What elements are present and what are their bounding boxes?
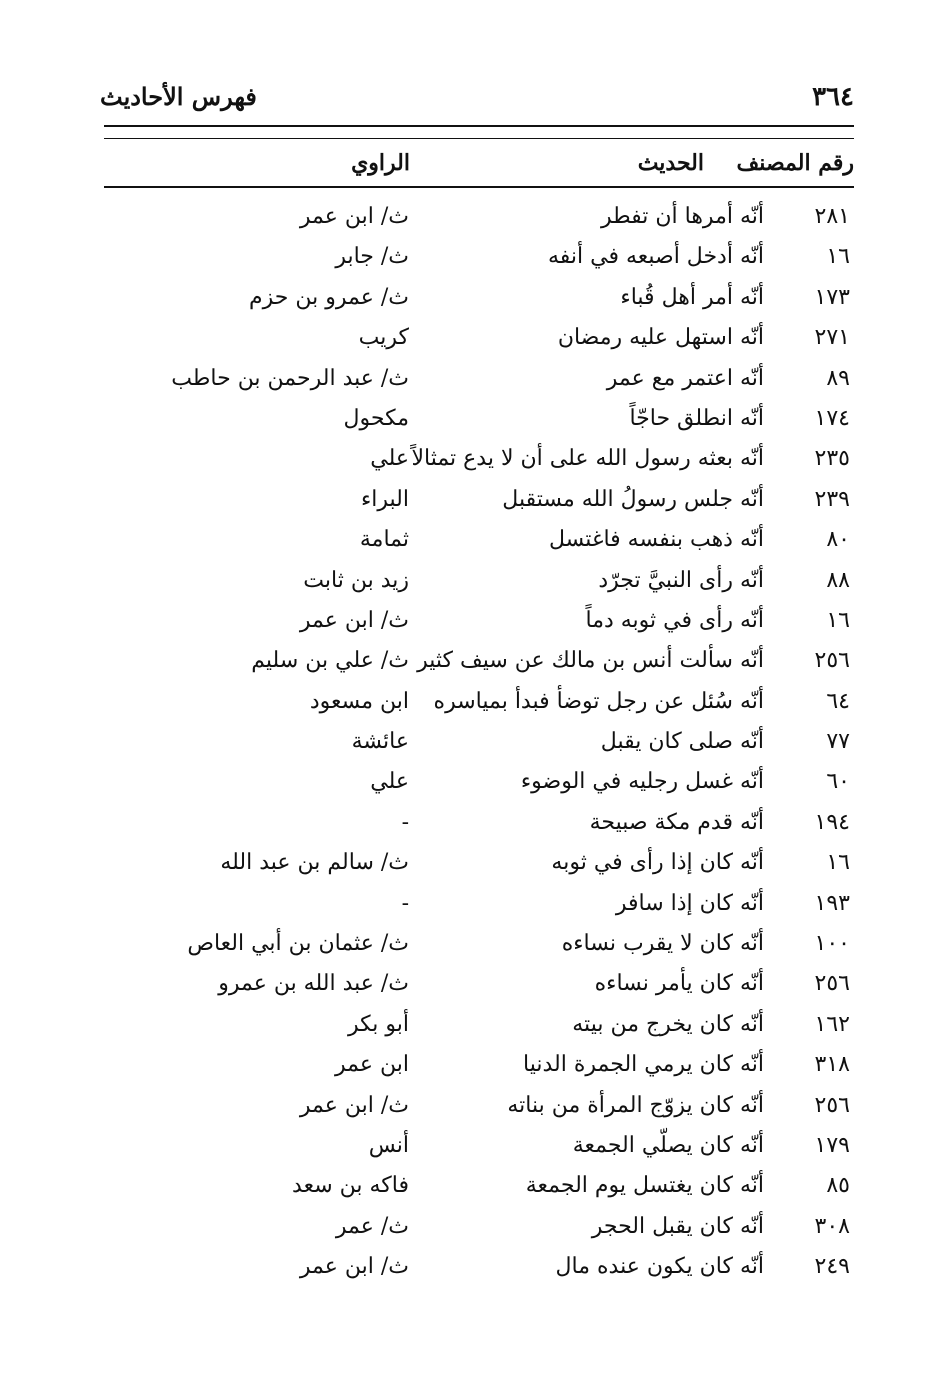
row-hadith-cell: أنّه ذهب بنفسه فاغتسل bbox=[549, 527, 764, 553]
page-number: ٣٦٤ bbox=[812, 82, 854, 112]
table-row bbox=[0, 924, 950, 964]
table-row bbox=[0, 1045, 950, 1085]
table-row bbox=[0, 1086, 950, 1126]
row-narrator-cell: ث/ ابن عمر bbox=[299, 1092, 409, 1118]
row-number-cell: ٧٧ bbox=[826, 729, 850, 755]
table-row bbox=[0, 197, 950, 237]
row-narrator-cell: كريب bbox=[358, 325, 409, 351]
row-number-cell: ٨٥ bbox=[826, 1173, 850, 1199]
table-row bbox=[0, 803, 950, 843]
row-number-cell: ١٧٣ bbox=[814, 284, 850, 310]
row-number-cell: ١٧٩ bbox=[814, 1132, 850, 1158]
table-row bbox=[0, 964, 950, 1004]
row-narrator-cell: ث/ علي بن سليم bbox=[251, 648, 409, 674]
row-narrator-cell: - bbox=[401, 809, 409, 835]
row-hadith-cell: أنّه صلى كان يقبل bbox=[600, 729, 764, 755]
row-hadith-cell: أنّه كان يغتسل يوم الجمعة bbox=[525, 1173, 764, 1199]
row-hadith-cell: أنّه كان يصلّي الجمعة bbox=[572, 1132, 764, 1158]
row-number-cell: ٢٥٦ bbox=[814, 648, 850, 674]
row-narrator-cell: ث/ عمرو بن حزم bbox=[249, 284, 409, 310]
row-narrator-cell: ابن عمر bbox=[335, 1052, 409, 1078]
row-number-cell: ٢٧١ bbox=[814, 325, 850, 351]
row-narrator-cell: ث/ عبد الرحمن بن حاطب bbox=[171, 365, 409, 391]
row-hadith-cell: أنّه بعثه رسول الله على أن لا يدع تمثالاً bbox=[411, 446, 764, 472]
row-narrator-cell: - bbox=[401, 890, 409, 916]
row-narrator-cell: أنس bbox=[368, 1132, 409, 1158]
row-hadith-cell: أنّه أمر أهل قُباء bbox=[620, 284, 764, 310]
row-hadith-cell: أنّه كان يرمي الجمرة الدنيا bbox=[523, 1052, 764, 1078]
row-number-cell: ٢٥٦ bbox=[814, 1092, 850, 1118]
header-rule-thin bbox=[104, 138, 854, 139]
table-row bbox=[0, 561, 950, 601]
row-hadith-cell: أنّه اعتمر مع عمر bbox=[606, 365, 764, 391]
table-row bbox=[0, 318, 950, 358]
column-header-rule bbox=[104, 186, 854, 188]
row-number-cell: ٨٨ bbox=[826, 567, 850, 593]
row-hadith-cell: أنّه استهل عليه رمضان bbox=[557, 325, 764, 351]
row-hadith-cell: أنّه أمرها أن تفطر bbox=[600, 204, 764, 229]
row-number-cell: ٢٣٩ bbox=[814, 486, 850, 512]
row-number-cell: ١٩٣ bbox=[814, 890, 850, 916]
row-number-cell: ٢٨١ bbox=[814, 204, 850, 229]
row-hadith-cell: أنّه كان يقبل الحجر bbox=[591, 1213, 764, 1239]
row-number-cell: ١٠٠ bbox=[814, 931, 850, 957]
table-row bbox=[0, 843, 950, 883]
running-header-title: فهرس الأحاديث bbox=[100, 82, 257, 111]
row-number-cell: ١٦٢ bbox=[814, 1011, 850, 1037]
row-narrator-cell: ابن مسعود bbox=[309, 688, 409, 714]
table-row bbox=[0, 682, 950, 722]
row-hadith-cell: أنّه كان يكون عنده مال bbox=[555, 1254, 764, 1280]
row-hadith-cell: أنّه كان إذا رأى في ثوبه bbox=[551, 850, 764, 876]
row-hadith-cell: أنّه انطلق حاجّاً bbox=[629, 405, 764, 431]
row-narrator-cell: مكحول bbox=[343, 405, 409, 431]
row-narrator-cell: عائشة bbox=[351, 729, 409, 755]
row-hadith-cell: أنّه كان لا يقرب نساءه bbox=[561, 931, 764, 957]
table-row bbox=[0, 641, 950, 681]
row-number-cell: ٢٤٩ bbox=[814, 1254, 850, 1280]
row-number-cell: ١٦ bbox=[826, 607, 850, 633]
table-row bbox=[0, 439, 950, 479]
row-number-cell: ١٦ bbox=[826, 244, 850, 270]
row-hadith-cell: أنّه غسل رجليه في الوضوء bbox=[520, 769, 764, 795]
row-number-cell: ٣٠٨ bbox=[814, 1213, 850, 1239]
table-row bbox=[0, 399, 950, 439]
table-row bbox=[0, 1247, 950, 1287]
row-hadith-cell: أنّه رأى في ثوبه دماً bbox=[585, 607, 764, 633]
table-row bbox=[0, 762, 950, 802]
table-row bbox=[0, 480, 950, 520]
row-number-cell: ١٦ bbox=[826, 850, 850, 876]
row-narrator-cell: ث/ ابن عمر bbox=[299, 204, 409, 229]
row-narrator-cell: ث/ جابر bbox=[335, 244, 409, 270]
table-row bbox=[0, 722, 950, 762]
row-number-cell: ٢٣٥ bbox=[814, 446, 850, 472]
row-hadith-cell: أنّه رأى النبيَّ تجرّد bbox=[598, 567, 764, 593]
table-row bbox=[0, 359, 950, 399]
table-row bbox=[0, 278, 950, 318]
table-row bbox=[0, 1005, 950, 1045]
row-narrator-cell: البراء bbox=[360, 486, 409, 512]
row-hadith-cell: أنّه قدم مكة صبيحة bbox=[589, 809, 764, 835]
row-hadith-cell: أنّه جلس رسولُ الله مستقبل bbox=[502, 486, 764, 512]
row-narrator-cell: زيد بن ثابت bbox=[303, 567, 409, 593]
row-number-cell: ٢٥٦ bbox=[814, 971, 850, 997]
table-row bbox=[0, 237, 950, 277]
row-number-cell: ٨٩ bbox=[826, 365, 850, 391]
table-row bbox=[0, 601, 950, 641]
row-hadith-cell: أنّه كان إذا سافر bbox=[615, 890, 764, 916]
row-hadith-cell: أنّه سُئل عن رجل توضأ فبدأ بمياسره bbox=[433, 688, 764, 714]
row-number-cell: ١٩٤ bbox=[814, 809, 850, 835]
row-narrator-cell: ث/ ابن عمر bbox=[299, 607, 409, 633]
row-number-cell: ١٧٤ bbox=[814, 405, 850, 431]
row-narrator-cell: أبو بكر bbox=[347, 1011, 409, 1037]
row-number-cell: ٦٤ bbox=[826, 688, 850, 714]
row-narrator-cell: علي bbox=[370, 769, 409, 795]
row-hadith-cell: أنّه كان يأمر نساءه bbox=[594, 971, 764, 997]
row-narrator-cell: ث/ عثمان بن أبي العاص bbox=[187, 931, 409, 957]
column-header-number: رقم المصنف bbox=[736, 150, 854, 176]
row-hadith-cell: أنّه كان يزوّج المرأة من بناته bbox=[507, 1092, 764, 1118]
row-hadith-cell: أنّه أدخل أصبعه في أنفه bbox=[547, 244, 764, 270]
table-row bbox=[0, 1166, 950, 1206]
row-number-cell: ٣١٨ bbox=[814, 1052, 850, 1078]
row-narrator-cell: ث/ سالم بن عبد الله bbox=[220, 850, 409, 876]
row-narrator-cell: فاكه بن سعد bbox=[292, 1173, 409, 1199]
row-narrator-cell: ثمامة bbox=[359, 527, 409, 553]
row-narrator-cell: ث/ عمر bbox=[335, 1213, 409, 1239]
table-row bbox=[0, 520, 950, 560]
column-header-hadith: الحديث bbox=[637, 150, 704, 176]
table-row bbox=[0, 1207, 950, 1247]
row-number-cell: ٦٠ bbox=[826, 769, 850, 795]
table-row bbox=[0, 884, 950, 924]
row-hadith-cell: أنّه كان يخرج من بيته bbox=[572, 1011, 764, 1037]
row-narrator-cell: علي bbox=[370, 446, 409, 472]
header-rule-thick bbox=[104, 125, 854, 127]
hadith-index-table bbox=[0, 197, 950, 1288]
row-number-cell: ٨٠ bbox=[826, 527, 850, 553]
row-narrator-cell: ث/ عبد الله بن عمرو bbox=[218, 971, 409, 997]
row-hadith-cell: أنّه سألت أنس بن مالك عن سيف كثير bbox=[417, 648, 764, 674]
column-header-narrator: الراوي bbox=[351, 150, 410, 176]
table-row bbox=[0, 1126, 950, 1166]
row-narrator-cell: ث/ ابن عمر bbox=[299, 1254, 409, 1280]
